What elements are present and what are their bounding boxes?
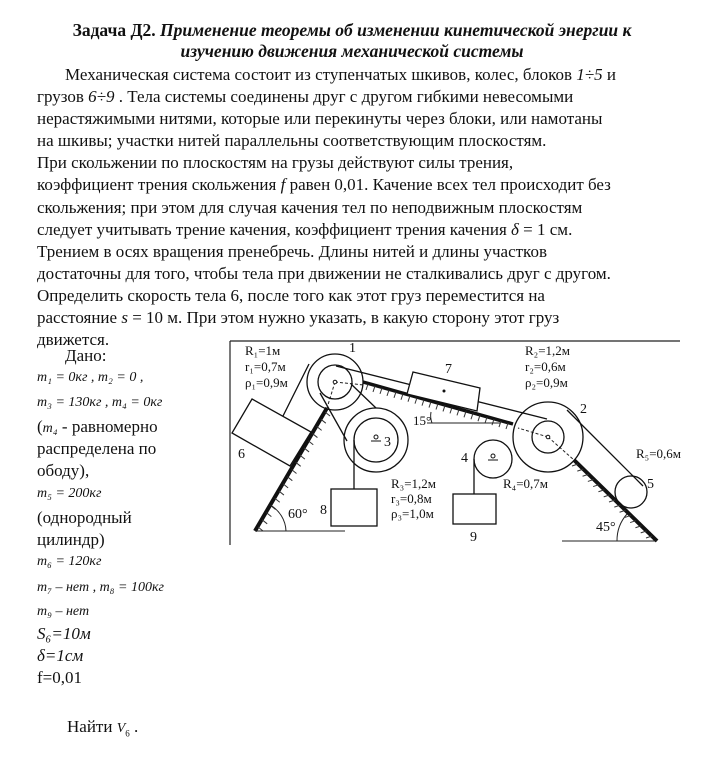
body-5-label: 5 bbox=[647, 477, 654, 492]
given-heading: Дано: bbox=[65, 346, 107, 365]
statement-line: коэффициент трения скольжения f равен 0,01. Качение всех тел происходит без bbox=[37, 175, 611, 195]
hatch-tick bbox=[312, 434, 317, 438]
body-4-label: 4 bbox=[461, 451, 468, 466]
statement-line: Трением в осях вращения пренебречь. Длины нитей и длины участков bbox=[37, 241, 547, 261]
load-9 bbox=[453, 494, 496, 524]
given-m5: m₅ = 200кг bbox=[37, 486, 102, 501]
given-m4-note: ободу), bbox=[37, 461, 90, 480]
statement-line: достаточны для того, чтобы тела при движении не сталкивались друг с другом. bbox=[37, 263, 611, 283]
given-s6: S₆=10м bbox=[37, 624, 91, 643]
param-R4: R₄=0,7м bbox=[503, 476, 549, 491]
param-rho1: ρ₁=0,9м bbox=[245, 375, 288, 390]
fixed-axle-icon bbox=[488, 454, 498, 460]
hatch-tick bbox=[275, 498, 280, 502]
title-line2: изучению движения механической системы bbox=[180, 41, 524, 61]
statement-line: расстояние s = 10 м. При этом нужно указать, в какую сторону этот груз bbox=[37, 308, 560, 328]
param-rho3: ρ₃=1,0м bbox=[391, 506, 434, 521]
stepped-wheel-2 bbox=[513, 402, 583, 472]
hatch-tick bbox=[296, 462, 301, 466]
given-f: f=0,01 bbox=[37, 668, 82, 687]
statement-line: Механическая система состоит из ступенчатых шкивов, колес, блоков 1÷5 и bbox=[65, 65, 616, 84]
angle-45-label: 45° bbox=[596, 520, 616, 535]
load-7-center bbox=[443, 390, 446, 393]
given-m3-m4: m₃ = 130кг , m₄ = 0кг bbox=[37, 395, 163, 410]
find-statement: Найти $V_6$ . bbox=[67, 717, 139, 739]
hatch-tick bbox=[258, 527, 263, 531]
hatch-tick bbox=[279, 491, 284, 495]
param-r3: r₃=0,8м bbox=[391, 491, 432, 506]
title-line1: Применение теоремы об изменении кинетической энергии к bbox=[160, 20, 632, 40]
statement-line: следует учитывать трение качения, коэффициент трения качения δ = 1 см. bbox=[37, 219, 573, 239]
param-R5: R₅=0,6м bbox=[636, 446, 682, 461]
given-m9: m₉ – нет bbox=[37, 604, 90, 619]
hatch-tick bbox=[304, 448, 309, 452]
param-R3: R₃=1,2м bbox=[391, 476, 437, 491]
statement-line: нерастяжимыми нитями, которые или перекинуты через блоки, или намотаны bbox=[37, 109, 603, 129]
hatch-tick bbox=[308, 441, 313, 445]
hatch-tick bbox=[287, 477, 292, 481]
fixed-axle-icon bbox=[371, 435, 381, 441]
pulley-4 bbox=[474, 440, 512, 478]
stepped-pulley-1 bbox=[307, 354, 363, 410]
body-8-label: 8 bbox=[320, 503, 327, 518]
hatch-tick bbox=[292, 470, 297, 474]
given-m5-note: цилиндр) bbox=[37, 530, 105, 549]
angle-60-label: 60° bbox=[288, 507, 308, 522]
hatch-tick bbox=[300, 455, 305, 459]
given-m4-note: (m₄ - равномерно bbox=[37, 417, 158, 436]
given-delta: δ=1см bbox=[37, 646, 84, 665]
param-r1: r₁=0,7м bbox=[245, 359, 286, 374]
given-m1-m2: m₁ = 0кг , m₂ = 0 , bbox=[37, 370, 144, 385]
statement-line: Определить скорость тела 6, после того как этот груз переместится на bbox=[37, 285, 545, 305]
body-6-label: 6 bbox=[238, 447, 245, 462]
param-r2: r₂=0,6м bbox=[525, 359, 566, 374]
hatch-tick bbox=[262, 520, 267, 524]
load-8 bbox=[331, 489, 377, 526]
given-m6: m₆ = 120кг bbox=[37, 554, 102, 569]
given-m4-note: распределена по bbox=[37, 439, 157, 458]
body-3-label: 3 bbox=[384, 435, 391, 450]
cylinder-5 bbox=[615, 476, 647, 508]
stepped-pulley-3 bbox=[344, 408, 408, 472]
hatch-tick bbox=[266, 513, 271, 517]
body-2-label: 2 bbox=[580, 402, 587, 417]
param-rho2: ρ₂=0,9м bbox=[525, 375, 568, 390]
statement-line: на шкивы; участки нитей параллельны соответствующим плоскостям. bbox=[37, 131, 547, 151]
statement-line: движется. bbox=[37, 330, 110, 350]
body-7-label: 7 bbox=[445, 362, 452, 377]
statement-line: грузов 6÷9 . Тела системы соединены друг с другом гибкими невесомыми bbox=[37, 87, 574, 107]
given-m7-m8: m₇ – нет , m₈ = 100кг bbox=[37, 580, 164, 595]
given-m5-note: (однородный bbox=[37, 508, 132, 527]
statement-line: скольжения; при этом для случая качения тел по неподвижным плоскостям bbox=[37, 197, 583, 217]
body-9-label: 9 bbox=[470, 530, 477, 545]
param-R1: R₁=1м bbox=[245, 343, 281, 358]
statement-line: При скольжении по плоскостям на грузы действуют силы трения, bbox=[37, 153, 514, 173]
hatch-tick bbox=[283, 484, 288, 488]
body-1-label: 1 bbox=[349, 341, 356, 356]
title-prefix: Задача Д2. bbox=[72, 20, 156, 40]
param-R2: R₂=1,2м bbox=[525, 343, 571, 358]
angle-15-label: 15° bbox=[413, 413, 432, 428]
